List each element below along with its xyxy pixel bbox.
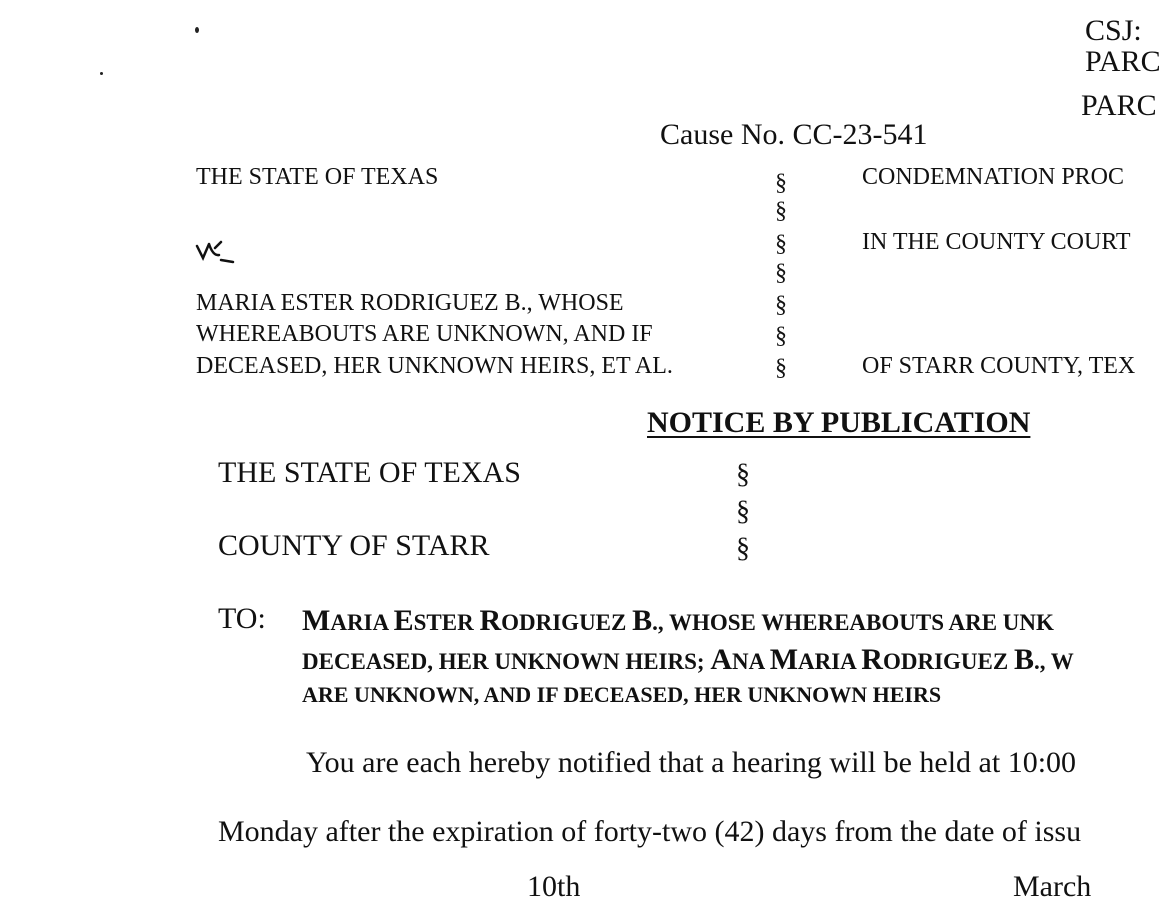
notice-title: NOTICE BY PUBLICATION: [647, 406, 1031, 439]
to-recipients-line-1: [302, 604, 1054, 638]
caption-defendant-line-2: WHEREABOUTS ARE UNKNOWN, AND IF: [196, 321, 653, 347]
cause-number: Cause No. CC-23-541: [660, 118, 928, 151]
caption-county: OF STARR COUNTY, TEX: [862, 353, 1136, 379]
caption-section-symbol: §: [775, 170, 787, 196]
to-recipients-line-2: [302, 643, 1074, 677]
csj-label: CSJ:: [1085, 14, 1142, 47]
caption-section-symbol: §: [775, 355, 787, 381]
cut-off-month: March: [1013, 870, 1092, 903]
caption-plaintiff: THE STATE OF TEXAS: [196, 164, 439, 190]
small-cap-rest: NA: [731, 649, 770, 674]
parcel-label-2: PARC: [1081, 89, 1157, 122]
caption-section-symbol: §: [775, 260, 787, 286]
venue-section-symbol: §: [736, 496, 750, 527]
small-cap-initial: M: [769, 643, 799, 676]
caption-court: IN THE COUNTY COURT: [862, 229, 1131, 255]
small-cap-rest: ODRIGUEZ: [501, 610, 633, 635]
small-cap-rest: ., W: [1033, 649, 1074, 674]
caption-section-symbol: §: [775, 198, 787, 224]
body-line-1: You are each hereby notified that a hearing will be held at 10:00: [306, 746, 1077, 779]
caption-section-symbol: §: [775, 323, 787, 349]
caption-section-symbol: §: [775, 292, 787, 318]
to-recipients-line-3: ARE UNKNOWN, AND IF DECEASED, HER UNKNOWN HEIRS: [302, 682, 942, 707]
versus-handwritten-mark: [195, 238, 239, 266]
caption-defendant-line-1: MARIA ESTER RODRIGUEZ B., WHOSE: [196, 290, 624, 316]
small-cap-initial: R: [861, 643, 883, 676]
small-cap-rest: ARIA: [330, 610, 394, 635]
small-cap-initial: B: [632, 604, 653, 637]
ink-speck-comma: [195, 27, 199, 33]
small-cap-initial: R: [479, 604, 502, 637]
small-cap-rest: ODRIGUEZ: [882, 649, 1014, 674]
caption-proceeding: CONDEMNATION PROC: [862, 164, 1125, 190]
venue-state: THE STATE OF TEXAS: [218, 456, 521, 489]
small-cap-initial: E: [393, 604, 414, 637]
ink-speck-dot: [100, 72, 103, 75]
small-cap-rest: STER: [413, 610, 480, 635]
caption-section-symbol: §: [775, 231, 787, 257]
small-cap-rest: ., WHOSE WHEREABOUTS ARE UNK: [652, 610, 1054, 635]
small-cap-rest: DECEASED, HER UNKNOWN HEIRS;: [302, 649, 711, 674]
caption-defendant-line-3: DECEASED, HER UNKNOWN HEIRS, ET AL.: [196, 353, 673, 379]
cut-off-day: 10th: [527, 870, 581, 903]
to-label: TO:: [218, 602, 266, 635]
venue-section-symbol: §: [736, 459, 750, 490]
small-cap-initial: A: [710, 643, 732, 676]
venue-section-symbol: §: [736, 533, 750, 564]
small-cap-initial: M: [302, 604, 331, 637]
small-cap-rest: ARIA: [798, 649, 862, 674]
body-line-2: Monday after the expiration of forty-two (42) days from the date of issu: [218, 815, 1082, 848]
small-cap-initial: B: [1013, 643, 1034, 676]
parcel-label-1: PARC: [1085, 45, 1161, 78]
venue-county: COUNTY OF STARR: [218, 529, 490, 562]
